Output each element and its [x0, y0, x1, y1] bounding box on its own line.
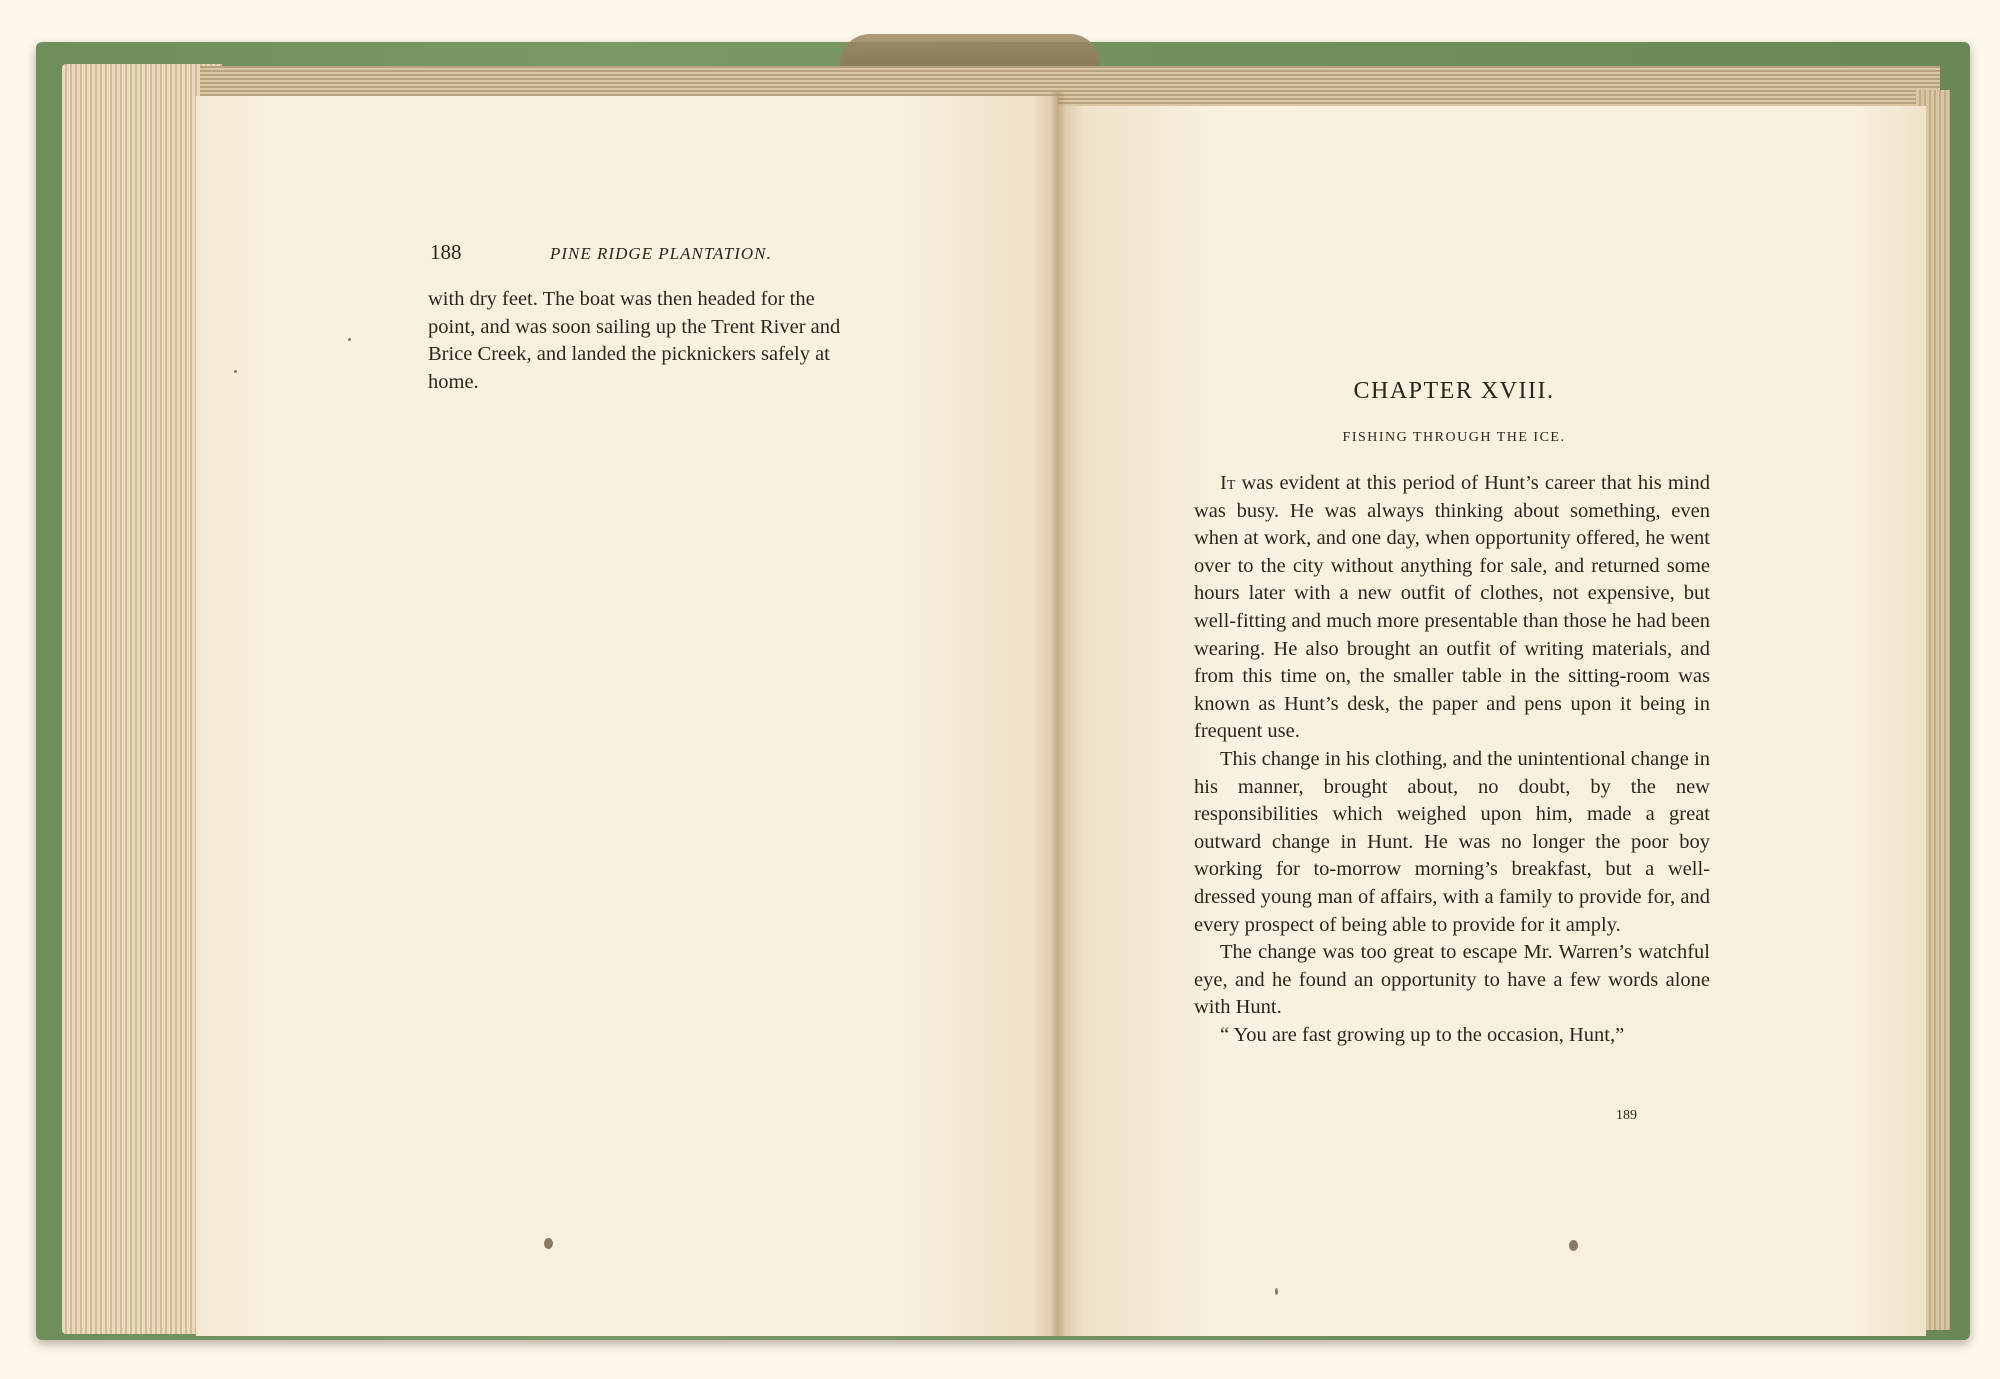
paper-speck: [544, 1238, 553, 1249]
paragraph-3: The change was too great to escape Mr. Warren’s watchful eye, and he found an opportunity to have a few words alone with Hunt.: [1194, 941, 1710, 1019]
paragraph-1: [1194, 470, 1710, 746]
paper-speck: [1275, 1288, 1278, 1295]
paragraph-4: “ You are fast growing up to the occasion, Hunt,”: [1220, 1023, 1625, 1046]
left-page-text: [428, 286, 940, 396]
chapter-title: CHAPTER XVIII.: [1353, 378, 1555, 404]
right-page-number: 189: [1616, 1108, 1637, 1123]
paper-speck: [1569, 1240, 1578, 1251]
chapter-subtitle: FISHING THROUGH THE ICE.: [1342, 430, 1566, 445]
paper-speck: [348, 338, 351, 341]
left-page-number: 188: [430, 240, 462, 264]
book-gutter: [1050, 92, 1066, 1336]
paragraph-1-body: was evident at this period of Hunt’s career that his mind was busy. He was always thinking about something, even when at work, and one day, when opportunity offered, he went over to the city without anything for sale, and returned some hours later with a new outfit of clothes, not expensive, but well-fitting and much more presentable than those he had been wearing. He also brought an outfit of writing materials, and from this time on, the smaller table in the sitting-room was known as Hunt’s desk, the paper and pens upon it being in frequent use.: [1194, 472, 1710, 743]
paragraph-2: This change in his clothing, and the unintentional change in his manner, brought about, no doubt, by the new responsibilities which weighed upon him, made a great outward change in Hunt. He was no longer the poor boy working for to-morrow morning’s breakfast, but a well-dressed young man of affairs, with a family to provide for, and every prospect of being able to provide for it amply.: [1194, 747, 1710, 936]
left-page: [196, 96, 1058, 1336]
drop-word: It: [1220, 472, 1236, 494]
paper-speck: [234, 370, 237, 373]
right-page-text: [1194, 470, 1710, 1049]
text-line: with dry feet. The boat was then headed for the: [428, 288, 815, 310]
text-line: Brice Creek, and landed the picknickers safely at: [428, 343, 830, 366]
text-line: home.: [428, 370, 479, 393]
text-line: point, and was soon sailing up the Trent River and: [428, 315, 841, 338]
running-head-title: PINE RIDGE PLANTATION.: [550, 244, 772, 263]
left-running-head: [430, 240, 950, 270]
